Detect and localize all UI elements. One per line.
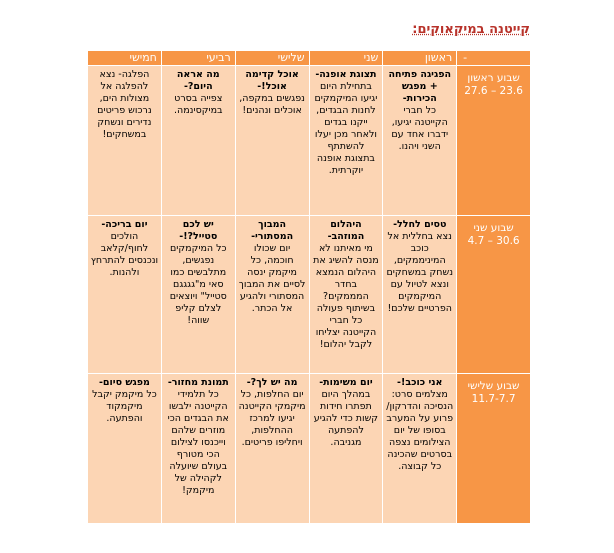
schedule-cell bbox=[161, 66, 235, 216]
week-row bbox=[88, 66, 531, 216]
header-corner: - bbox=[457, 51, 531, 66]
cell-body: כל תלמידי הקייטנה ילבשו את הבגדים הכי מוזרים שלהם וייכנסו לצילום הכי מטורף בעולם שיועלה לקהילה של מיקמק! bbox=[167, 389, 229, 496]
cell-body: הפלגה- נצא להפלגה אל מצולות הים, נרכוש פריטים נדירים ונשחק במשחקים! bbox=[97, 69, 152, 140]
schedule-cell bbox=[88, 66, 162, 216]
week-name: שבוע שני bbox=[473, 222, 514, 234]
week-row bbox=[88, 374, 531, 524]
week-row bbox=[88, 216, 531, 374]
header-day: רביעי bbox=[161, 51, 235, 66]
week-dates: 11.7-7.7 bbox=[471, 393, 516, 405]
cell-title: יום משימות- bbox=[319, 377, 373, 388]
cell-body: כל מיקמק יקבל מיקמקוד והפתעה. bbox=[92, 389, 157, 424]
cell-body: צפייה בסרט במיקסינמה. bbox=[173, 93, 223, 116]
header-day: שלישי bbox=[235, 51, 309, 66]
header-day: ראשון bbox=[383, 51, 457, 66]
schedule-cell bbox=[235, 374, 309, 524]
schedule-cell bbox=[161, 216, 235, 374]
schedule-cell bbox=[88, 374, 162, 524]
schedule-cell bbox=[235, 216, 309, 374]
page-title: קייטנה במיקאוקים: bbox=[412, 22, 530, 37]
schedule-cell bbox=[88, 216, 162, 374]
cell-body: כל המיקמקים נפגשים, מתלבשים כמו סאי מ"גגגגם סטייל" ויוצאים לצלם קליפ שווה! bbox=[169, 243, 227, 326]
week-name: שבוע שלישי bbox=[467, 380, 520, 392]
cell-body: יום החלפות, כל מיקמקי הקייטנה יגיעו למרכז ההחלפות, ויחליפו פריטים. bbox=[238, 389, 306, 448]
cell-title: יש לכם סטייל?!- bbox=[179, 219, 218, 242]
cell-body: בתחילת היום יגיעו המיקמקים לחנות הבגדים, ייקנו בגדים ולאחר מכן יעלו להשתתף בתצוגת אופנה יוקרתית. bbox=[314, 81, 378, 176]
cell-body: מצלמים סרט: הנסיכה והדרקון/ פרוע על המערב בסופו של יום הצילומים נצפה בסרטים שהכינה כל קבוצה. bbox=[386, 389, 454, 472]
cell-title: טסים לחלל- bbox=[393, 219, 447, 230]
cell-body: מי מאיתנו לא מנסה להשיג את היהלום הנמצא בחדר המממקים? בשיתוף פעולה כל חברי הקייטנה יצליחו לקבל יהלום! bbox=[313, 243, 379, 350]
week-label bbox=[457, 216, 531, 374]
cell-body: כל חברי הקייטנה יגיעו, ידברו אחד עם השני ויהנו. bbox=[391, 105, 449, 152]
schedule-cell bbox=[309, 374, 383, 524]
header-row bbox=[88, 51, 531, 66]
schedule-cell bbox=[383, 66, 457, 216]
cell-title: מה יש לך?- bbox=[246, 377, 298, 388]
cell-title: תצוגת אופנה- bbox=[315, 69, 377, 80]
cell-title: הפגיגה פתיחה + מפגש הכירות- bbox=[388, 69, 451, 104]
cell-title: אוכל קדימה אוכל!- bbox=[245, 69, 299, 92]
schedule-cell bbox=[383, 374, 457, 524]
week-label bbox=[457, 66, 531, 216]
header-day: חמישי bbox=[88, 51, 162, 66]
cell-body: נצא בחללית אל כוכב המיניממקים, נשחק במשחקים ונצא לטיול עם המיקמקים הפרטיים שלכם! bbox=[386, 231, 454, 314]
cell-title: אני כוכב!- bbox=[397, 377, 443, 388]
cell-title: תמונת מחזור- bbox=[167, 377, 229, 388]
cell-title: המבוך המסתורי- bbox=[251, 219, 294, 242]
camp-schedule-table bbox=[87, 50, 531, 524]
week-dates: 27.6 – 23.6 bbox=[464, 85, 523, 97]
cell-title: היהלום המוזהב- bbox=[327, 219, 365, 242]
schedule-cell bbox=[235, 66, 309, 216]
cell-body: יום שכולו חוכמה, כל מיקמק ינסה לסיים את המבוך המסתורי ולהגיע אל הכתר. bbox=[238, 243, 306, 314]
schedule-cell bbox=[383, 216, 457, 374]
schedule-cell bbox=[309, 216, 383, 374]
schedule-cell bbox=[161, 374, 235, 524]
cell-body: נפגשים במקפה, אוכלים ונהנים! bbox=[239, 93, 305, 116]
week-name: שבוע ראשון bbox=[467, 72, 520, 84]
week-dates: 4.7 – 30.6 bbox=[467, 235, 520, 247]
cell-body: הולכים לחוף/קלאב ונכנסים להתרחץ ולהנות. bbox=[90, 231, 159, 278]
header-day: שני bbox=[309, 51, 383, 66]
schedule-cell bbox=[309, 66, 383, 216]
week-label bbox=[457, 374, 531, 524]
cell-body: במהלך היום תפתרו חידות קשות כדי להגיע להפתעה מגניבה. bbox=[313, 389, 379, 448]
cell-title: מה אראה היום?- bbox=[176, 69, 220, 92]
cell-title: יום בריכה- bbox=[101, 219, 148, 230]
cell-title: מפגש סיום- bbox=[98, 377, 150, 388]
